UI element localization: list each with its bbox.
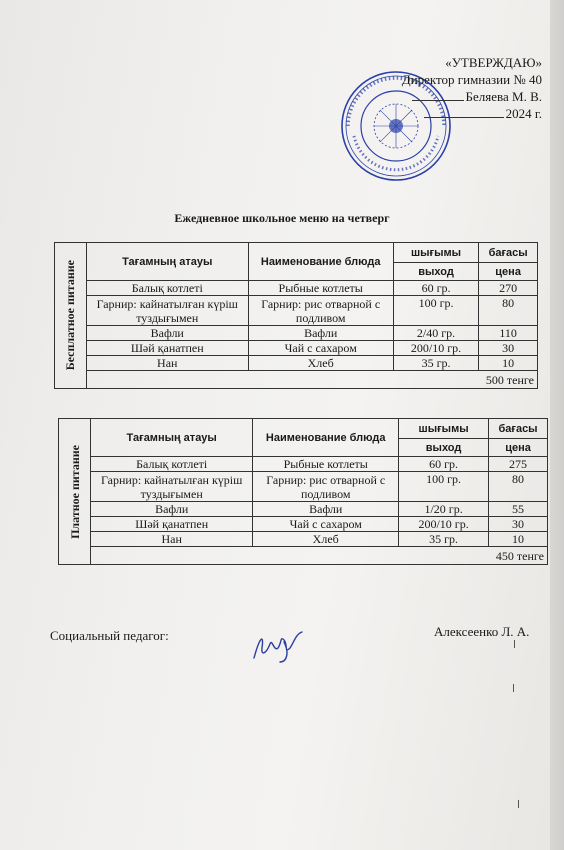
signer-role: Социальный педагог:	[50, 628, 169, 643]
paper-edge	[550, 0, 564, 850]
pen-mark	[514, 640, 515, 648]
free-menu-total: 500 тенге	[86, 371, 537, 389]
col-ru-name: Наименование блюда	[248, 243, 393, 281]
table-row: Нан Хлеб 35 гр. 10	[59, 532, 548, 547]
table-row: Гарнир: кайнатылған күріш туздығымен Гарнир: рис отварной с подливом 100 гр. 80	[55, 296, 538, 326]
table-row: Шәй қанатпен Чай с сахаром 200/10 гр. 30	[55, 341, 538, 356]
table-row: Вафли Вафли 1/20 гр. 55	[59, 502, 548, 517]
menu-title: Ежедневное школьное меню на четверг	[174, 211, 390, 225]
date-line	[424, 117, 504, 118]
handwritten-signature	[250, 628, 310, 664]
col-kz-name: Тағамның атауы	[86, 243, 248, 281]
col-out-kz: шығымы	[393, 243, 478, 263]
paid-menu-table	[58, 418, 548, 565]
col-out-kz: шығымы	[399, 419, 489, 439]
director-title: Директор гимназии № 40	[401, 72, 542, 87]
approval-block	[402, 54, 542, 122]
table-row: Шәй қанатпен Чай с сахаром 200/10 гр. 30	[59, 517, 548, 532]
table-row: Балық котлеті Рыбные котлеты 60 гр. 270	[55, 281, 538, 296]
col-kz-name: Тағамның атауы	[91, 419, 253, 457]
col-price-ru: цена	[479, 263, 538, 281]
pen-mark	[513, 684, 514, 692]
col-price-kz: бағасы	[479, 243, 538, 263]
table-row: Нан Хлеб 35 гр. 10	[55, 356, 538, 371]
approval-year: 2024 г.	[505, 106, 542, 121]
col-out-ru: выход	[393, 263, 478, 281]
director-name: Беляева М. В.	[465, 89, 542, 104]
col-out-ru: выход	[399, 439, 489, 457]
free-menu-table	[54, 242, 538, 389]
col-price-ru: цена	[489, 439, 548, 457]
approve-label: «УТВЕРЖДАЮ»	[445, 55, 542, 70]
signature-line	[412, 100, 464, 101]
col-ru-name: Наименование блюда	[253, 419, 399, 457]
table-row: Вафли Вафли 2/40 гр. 110	[55, 326, 538, 341]
table-row: Гарнир: кайнатылған күріш туздығымен Гарнир: рис отварной с подливом 100 гр. 80	[59, 472, 548, 502]
table-row: Балық котлеті Рыбные котлеты 60 гр. 275	[59, 457, 548, 472]
signer-name: Алексеенко Л. А.	[434, 624, 530, 639]
pen-mark	[518, 800, 519, 808]
col-price-kz: бағасы	[489, 419, 548, 439]
paid-menu-total: 450 тенге	[91, 547, 548, 565]
free-menu-side-label: Бесплатное питание	[55, 243, 87, 389]
paid-menu-side-label: Платное питание	[59, 419, 91, 565]
